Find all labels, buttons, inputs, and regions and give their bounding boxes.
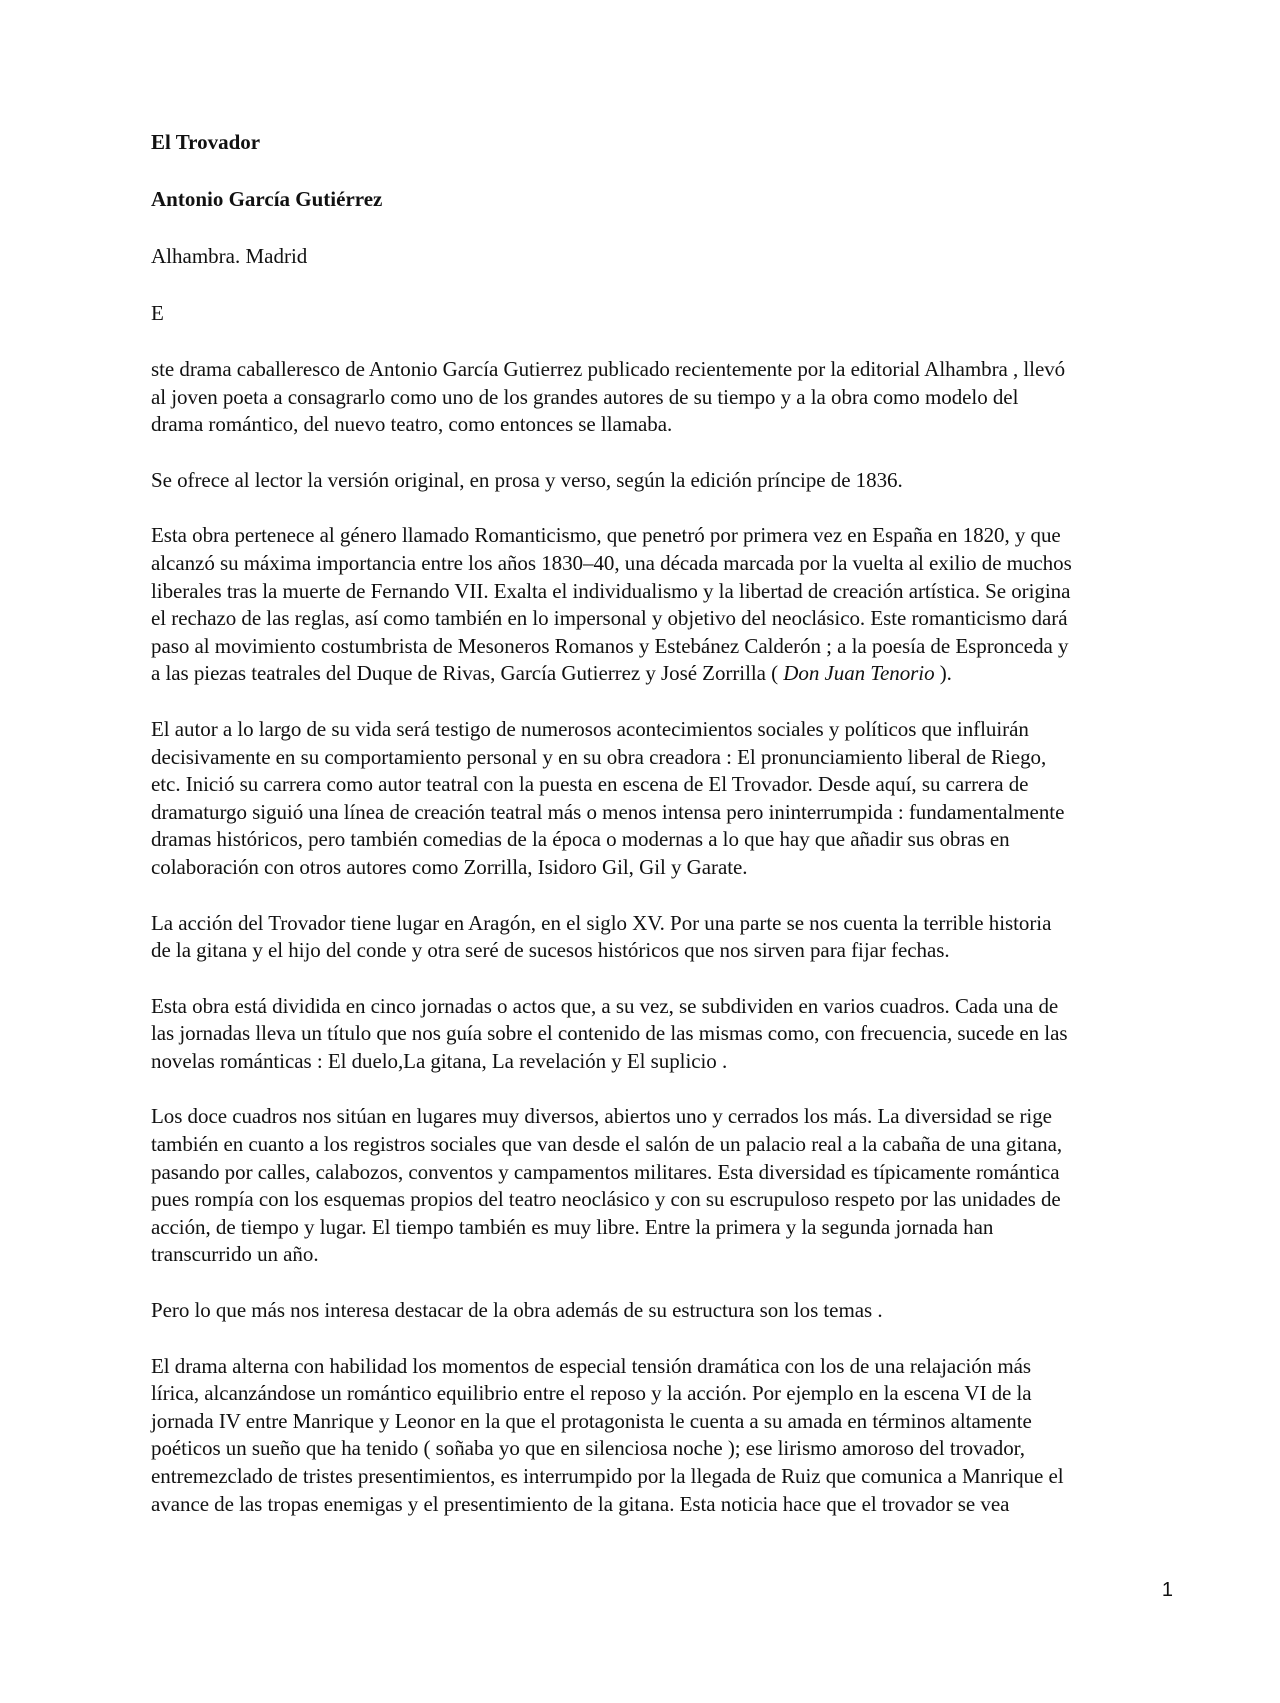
text-line: de la gitana y el hijo del conde y otra seré de sucesos históricos que nos sirven para fijar fechas. xyxy=(151,938,950,963)
text-line: lírica, alcanzándose un romántico equilibrio entre el reposo y la acción. Por ejemplo en la escena VI de la xyxy=(151,1381,1032,1406)
text-segment: ). xyxy=(934,661,952,686)
text-line: El autor a lo largo de su vida será testigo de numerosos acontecimientos sociales y políticos que influirán xyxy=(151,716,1029,741)
text-line: etc. Inició su carrera como autor teatral con la puesta en escena de El Trovador. Desde aquí, su carrera de xyxy=(151,772,1029,797)
text-line: jornada IV entre Manrique y Leonor en la que el protagonista le cuenta a su amada en términos altamente xyxy=(151,1408,1032,1433)
page-number: 1 xyxy=(1161,1579,1173,1601)
document-author: Antonio García Gutiérrez xyxy=(151,187,383,211)
paragraph-8 xyxy=(151,1297,1181,1325)
italic-work-title: Don Juan Tenorio xyxy=(783,661,935,686)
text-line: paso al movimiento costumbrista de Mesoneros Romanos y Estebánez Calderón ; a la poesía de Espronceda y xyxy=(151,633,1069,658)
text-line: El drama alterna con habilidad los momentos de especial tensión dramática con los de una relajación más xyxy=(151,1353,1032,1378)
text-line: las jornadas lleva un título que nos guía sobre el contenido de las mismas como, con frecuencia, sucede en las xyxy=(151,1021,1068,1046)
text-line: dramas históricos, pero también comedias de la época o modernas a lo que hay que añadir sus obras en xyxy=(151,827,1010,852)
text-line: dramaturgo siguió una línea de creación teatral más o menos intensa pero ininterrumpida : fundamentalmente xyxy=(151,799,1065,824)
paragraph-4 xyxy=(151,716,1181,882)
paragraph-9 xyxy=(151,1353,1181,1519)
document-title: El Trovador xyxy=(151,130,261,154)
text-line: drama romántico, del nuevo teatro, como entonces se llamaba. xyxy=(151,412,673,437)
text-line: al joven poeta a consagrarlo como uno de los grandes autores de su tiempo y a la obra como modelo del xyxy=(151,384,1019,409)
text-line: Pero lo que más nos interesa destacar de la obra además de su estructura son los temas . xyxy=(151,1298,883,1323)
text-line: novelas románticas : El duelo,La gitana, La revelación y El suplicio . xyxy=(151,1048,728,1073)
text-line: Esta obra está dividida en cinco jornadas o actos que, a su vez, se subdividen en varios cuadros. Cada una de xyxy=(151,993,1059,1018)
text-line: decisivamente en su comportamiento personal y en su obra creadora : El pronunciamiento liberal de Riego, xyxy=(151,744,1047,769)
paragraph-6 xyxy=(151,993,1181,1076)
text-line: entremezclado de tristes presentimientos, es interrumpido por la llegada de Ruiz que comunica a Manrique el xyxy=(151,1464,1064,1488)
paragraph-5 xyxy=(151,910,1181,965)
paragraph-7 xyxy=(151,1103,1181,1269)
text-line: Los doce cuadros nos sitúan en lugares muy diversos, abiertos uno y cerrados los más. La diversidad se rige xyxy=(151,1104,1052,1129)
paragraph-1 xyxy=(151,356,1181,439)
text-line: ste drama caballeresco de Antonio García Gutierrez publicado recientemente por la editorial Alhambra , llevó xyxy=(151,357,1066,381)
text-line xyxy=(151,660,1181,688)
paragraph-3 xyxy=(151,522,1181,688)
document-publisher: Alhambra. Madrid xyxy=(151,244,308,268)
document-page xyxy=(151,128,1181,1546)
text-line: poéticos un sueño que ha tenido ( soñaba yo que en silenciosa noche ); ese lirismo amoroso del trovador, xyxy=(151,1436,1025,1461)
text-line: pues rompía con los esquemas propios del teatro neoclásico y con su escrupuloso respeto por las unidades de xyxy=(151,1187,1061,1212)
paragraph-2 xyxy=(151,467,1181,495)
text-line: acción, de tiempo y lugar. El tiempo también es muy libre. Entre la primera y la segunda jornada han xyxy=(151,1214,994,1239)
text-line: pasando por calles, calabozos, conventos y campamentos militares. Esta diversidad es típicamente romántica xyxy=(151,1159,1060,1184)
text-line: el rechazo de las reglas, así como también en lo impersonal y objetivo del neoclásico. Este romanticismo dará xyxy=(151,606,1068,631)
text-segment: a las piezas teatrales del Duque de Rivas, García Gutierrez y José Zorrilla ( xyxy=(151,661,784,686)
text-line: liberales tras la muerte de Fernando VII. Exalta el individualismo y la libertad de creación artística. Se origina xyxy=(151,578,1071,603)
text-line: colaboración con otros autores como Zorrilla, Isidoro Gil, Gil y Garate. xyxy=(151,854,748,879)
text-line: transcurrido un año. xyxy=(151,1242,319,1267)
text-line: Esta obra pertenece al género llamado Romanticismo, que penetró por primera vez en España en 1820, y que xyxy=(151,523,1061,548)
text-line: Se ofrece al lector la versión original, en prosa y verso, según la edición príncipe de 1836. xyxy=(151,467,903,492)
text-line: alcanzó su máxima importancia entre los años 1830–40, una década marcada por la vuelta al exilio de muchos xyxy=(151,550,1072,575)
text-line: avance de las tropas enemigas y el presentimiento de la gitana. Esta noticia hace que el trovador se vea xyxy=(151,1491,1010,1516)
text-line: La acción del Trovador tiene lugar en Aragón, en el siglo XV. Por una parte se nos cuenta la terrible historia xyxy=(151,910,1052,935)
drop-cap: E xyxy=(151,301,164,325)
text-line: también en cuanto a los registros sociales que van desde el salón de un palacio real a la cabaña de una gitana, xyxy=(151,1132,1063,1157)
